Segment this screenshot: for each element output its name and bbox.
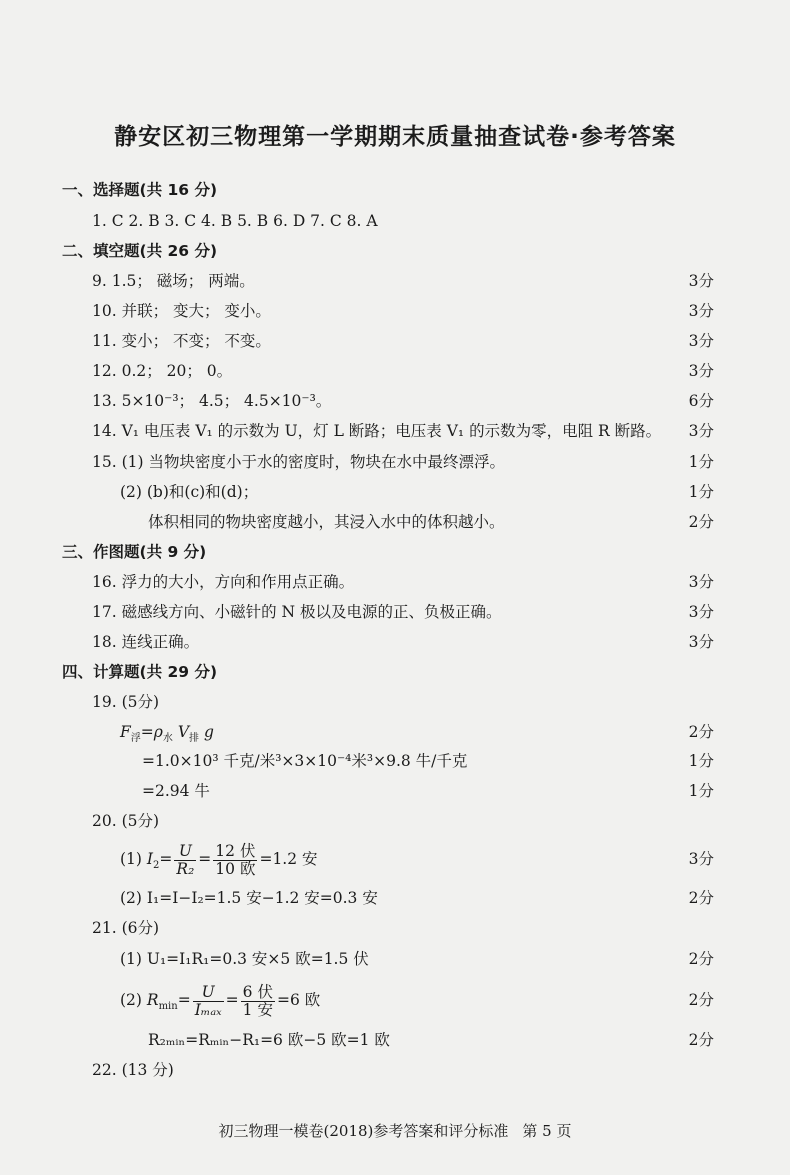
formula-text: =2.94 牛	[142, 782, 210, 800]
answer-text: (2) (b)和(c)和(d)；	[120, 483, 259, 501]
answer-text: 12. 0.2； 20； 0。	[92, 362, 233, 380]
score: 2分	[688, 950, 714, 968]
formula-text: (1) U₁=I₁R₁=0.3 安×5 欧=1.5 伏	[120, 950, 369, 968]
question-label: 19. (5分)	[92, 693, 160, 711]
score: 3分	[688, 332, 714, 350]
formula-row	[0, 717, 790, 747]
score: 1分	[688, 483, 714, 501]
answer-text: 18. 连线正确。	[92, 633, 200, 651]
answer-row	[0, 597, 790, 627]
footer-title: 初三物理一模卷(2018)参考答案和评分标准	[218, 1122, 509, 1140]
answer-text: 体积相同的物块密度越小，其浸入水中的体积越小。	[148, 513, 505, 531]
answer-row	[0, 296, 790, 326]
formula-text: R₂ₘᵢₙ=Rₘᵢₙ−R₁=6 欧−5 欧=1 欧	[148, 1031, 390, 1049]
answer-row	[0, 356, 790, 386]
section-3-row	[0, 537, 790, 567]
answer-text: 13. 5×10⁻³； 4.5； 4.5×10⁻³。	[92, 392, 332, 410]
question-row	[0, 1055, 790, 1085]
score: 3分	[688, 302, 714, 320]
buoyancy-formula: $F_浮=\rho_水$ $V_排$ g	[120, 723, 214, 745]
page-number: 第 5 页	[522, 1122, 572, 1140]
score: 2分	[688, 889, 714, 907]
answer-row	[0, 386, 790, 416]
answer-row	[0, 266, 790, 296]
score: 6分	[688, 392, 714, 410]
answer-text: 14. V₁ 电压表 V₁ 的示数为 U，灯 L 断路；电压表 V₁ 的示数为零，电阻 R 断路。	[92, 422, 662, 440]
score: 2分	[688, 723, 714, 741]
section-4-row	[0, 657, 790, 687]
score: 3分	[688, 362, 714, 380]
answer-row	[0, 447, 790, 477]
formula-text: =1.0×10³ 千克/米³×3×10⁻⁴米³×9.8 牛/千克	[142, 752, 468, 770]
answer-text: 15. (1) 当物块密度小于水的密度时，物块在水中最终漂浮。	[92, 453, 505, 471]
formula-text: (2) I₁=I−I₂=1.5 安−1.2 安=0.3 安	[120, 889, 378, 907]
answer-text: 11. 变小； 不变； 不变。	[92, 332, 271, 350]
answer-text: 16. 浮力的大小，方向和作用点正确。	[92, 573, 355, 591]
section-header: 一、选择题(共 16 分)	[62, 181, 218, 199]
score: 1分	[688, 752, 714, 770]
section-header: 四、计算题(共 29 分)	[62, 663, 218, 681]
score: 3分	[688, 272, 714, 290]
answer-text: 9. 1.5； 磁场； 两端。	[92, 272, 255, 290]
answer-row	[0, 567, 790, 597]
score: 3分	[688, 633, 714, 651]
score: 1分	[688, 453, 714, 471]
formula-row	[0, 842, 790, 876]
question-label: 21. (6分)	[92, 919, 160, 937]
current-formula: (1) $I_2=$ $\frac{U}{\text{R₂}}$ = $\frac{\text{12 伏}}{\text{10 欧}}$ =1.2 安	[120, 841, 318, 878]
section-header: 三、作图题(共 9 分)	[62, 543, 207, 561]
choice-answers: 1. C 2. B 3. C 4. B 5. B 6. D 7. C 8. A	[92, 212, 378, 230]
answer-row	[0, 627, 790, 657]
formula-row	[0, 1025, 790, 1055]
choice-answers-row	[0, 206, 790, 236]
formula-row	[0, 982, 790, 1018]
answer-row	[0, 507, 790, 537]
answer-row	[0, 326, 790, 356]
score: 3分	[688, 850, 714, 868]
score: 3分	[688, 603, 714, 621]
answer-row	[0, 477, 790, 507]
formula-row	[0, 746, 790, 776]
formula-row	[0, 883, 790, 913]
formula-row	[0, 944, 790, 974]
answer-row	[0, 416, 790, 446]
resistance-formula: (2) $R_{min}=$ $\frac{U}{\text{Iₘₐₓ}}$ = $\frac{\text{6 伏}}{\text{1 安}}$ =6 欧	[120, 982, 321, 1019]
question-label: 20. (5分)	[92, 812, 160, 830]
formula-row	[0, 776, 790, 806]
page-title: 静安区初三物理第一学期期末质量抽查试卷·参考答案	[114, 124, 676, 150]
score: 1分	[688, 782, 714, 800]
question-row	[0, 806, 790, 836]
section-1-row	[0, 175, 790, 205]
page-footer	[0, 1120, 790, 1141]
section-2-row	[0, 236, 790, 266]
answer-text: 17. 磁感线方向、小磁针的 N 极以及电源的正、负极正确。	[92, 603, 502, 621]
score: 2分	[688, 513, 714, 531]
score: 2分	[688, 991, 714, 1009]
score: 3分	[688, 422, 714, 440]
answer-text: 10. 并联； 变大； 变小。	[92, 302, 271, 320]
section-header: 二、填空题(共 26 分)	[62, 242, 218, 260]
question-row	[0, 687, 790, 717]
question-row	[0, 913, 790, 943]
score: 3分	[688, 573, 714, 591]
score: 2分	[688, 1031, 714, 1049]
question-label: 22. (13 分)	[92, 1061, 174, 1079]
